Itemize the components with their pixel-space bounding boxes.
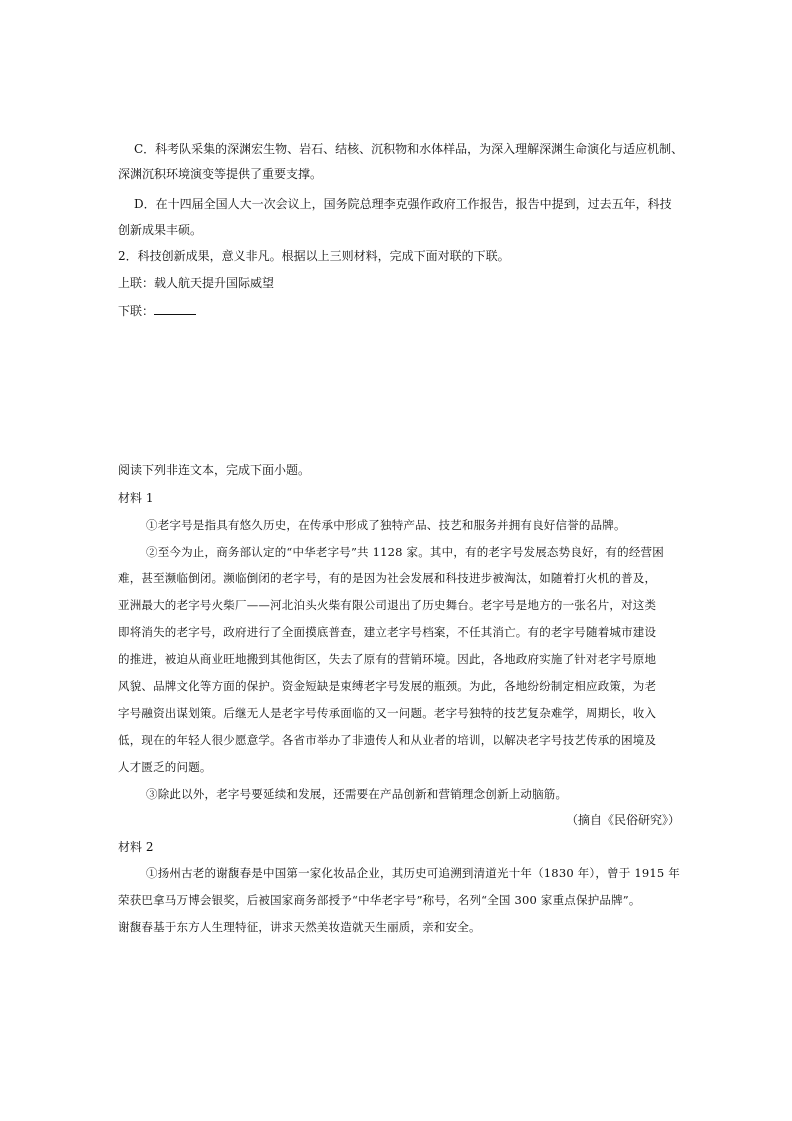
material1-p2-line: 低，现在的年轻人很少愿意学。各省市举办了非遗传人和从业者的培训，以解决老字号技艺传承的困境及 (118, 733, 657, 747)
material2-heading: 材料 2 (118, 840, 154, 854)
lower-couplet-label: 下联： (118, 304, 155, 318)
material1-p2-line: 难，甚至濒临倒闭。濒临倒闭的老字号，有的是因为社会发展和科技进步被淘汰，如随着打火机的普及， (118, 571, 657, 585)
material1-paragraph3: ③除此以外，老字号要延续和发展，还需要在产品创新和营销理念创新上动脑筋。 (146, 787, 568, 801)
material1-heading: 材料 1 (118, 491, 154, 505)
option-c-line2: 深渊沉积环境演变等提供了重要支撑。 (118, 167, 323, 181)
material2-p1-line: 荣获巴拿马万博会银奖，后被国家商务部授予“中华老字号”称号，名列“全国 300 家重点保护品牌”。 (118, 893, 641, 907)
material1-source: （摘自《民俗研究》） (566, 813, 681, 827)
option-d-line2: 创新成果丰硕。 (118, 223, 203, 237)
material1-paragraph1: ①老字号是指具有悠久历史，在传承中形成了独特产品、技艺和服务并拥有良好信誉的品牌。 (146, 518, 626, 532)
question2-prompt: 2．科技创新成果，意义非凡。根据以上三则材料，完成下面对联的下联。 (118, 249, 510, 263)
material2-p1-line: ①扬州古老的谢馥春是中国第一家化妆品企业，其历史可追溯到清道光十年（1830 年），曾于 1915 年 (146, 866, 680, 880)
material1-p2-line: 风貌、品牌文化等方面的保护。资金短缺是束缚老字号发展的瓶颈。为此，各地纷纷制定相应政策，为老 (118, 679, 657, 693)
material1-p2-line: 亚洲最大的老字号火柴厂——河北泊头火柴有限公司退出了历史舞台。老字号是地方的一张名片，对这类 (118, 598, 657, 612)
option-c-line1: C．科考队采集的深渊宏生物、岩石、结核、沉积物和水体样品，为深入理解深渊生命演化与适应机制、 (134, 142, 684, 156)
option-d-line1: D．在十四届全国人大一次会议上，国务院总理李克强作政府工作报告，报告中提到，过去五年，科技 (134, 197, 672, 211)
upper-couplet: 上联：载人航天提升国际威望 (118, 276, 275, 290)
material1-p2-line: 字号融资出谋划策。后继无人是老字号传承面临的又一问题。老字号独特的技艺复杂难学，周期长，收入 (118, 706, 657, 720)
material1-p2-line: ②至今为止，商务部认定的“中华老字号”共 1128 家。其中，有的老字号发展态势良好，有的经营困 (146, 545, 664, 559)
reading-instruction: 阅读下列非连文本，完成下面小题。 (118, 463, 311, 477)
material1-p2-line: 人才匮乏的问题。 (118, 760, 212, 774)
material1-p2-line: 即将消失的老字号，政府进行了全面摸底普查，建立老字号档案，不任其消亡。有的老字号随着城市建设 (118, 625, 657, 639)
lower-couplet (118, 302, 196, 319)
answer-blank[interactable] (154, 302, 196, 315)
material2-p1-line: 谢馥春基于东方人生理特征，讲求天然美妆造就天生丽质，亲和安全。 (118, 920, 481, 934)
material1-p2-line: 的推进，被迫从商业旺地搬到其他街区，失去了原有的营销环境。因此，各地政府实施了针对老字号原地 (118, 652, 657, 666)
